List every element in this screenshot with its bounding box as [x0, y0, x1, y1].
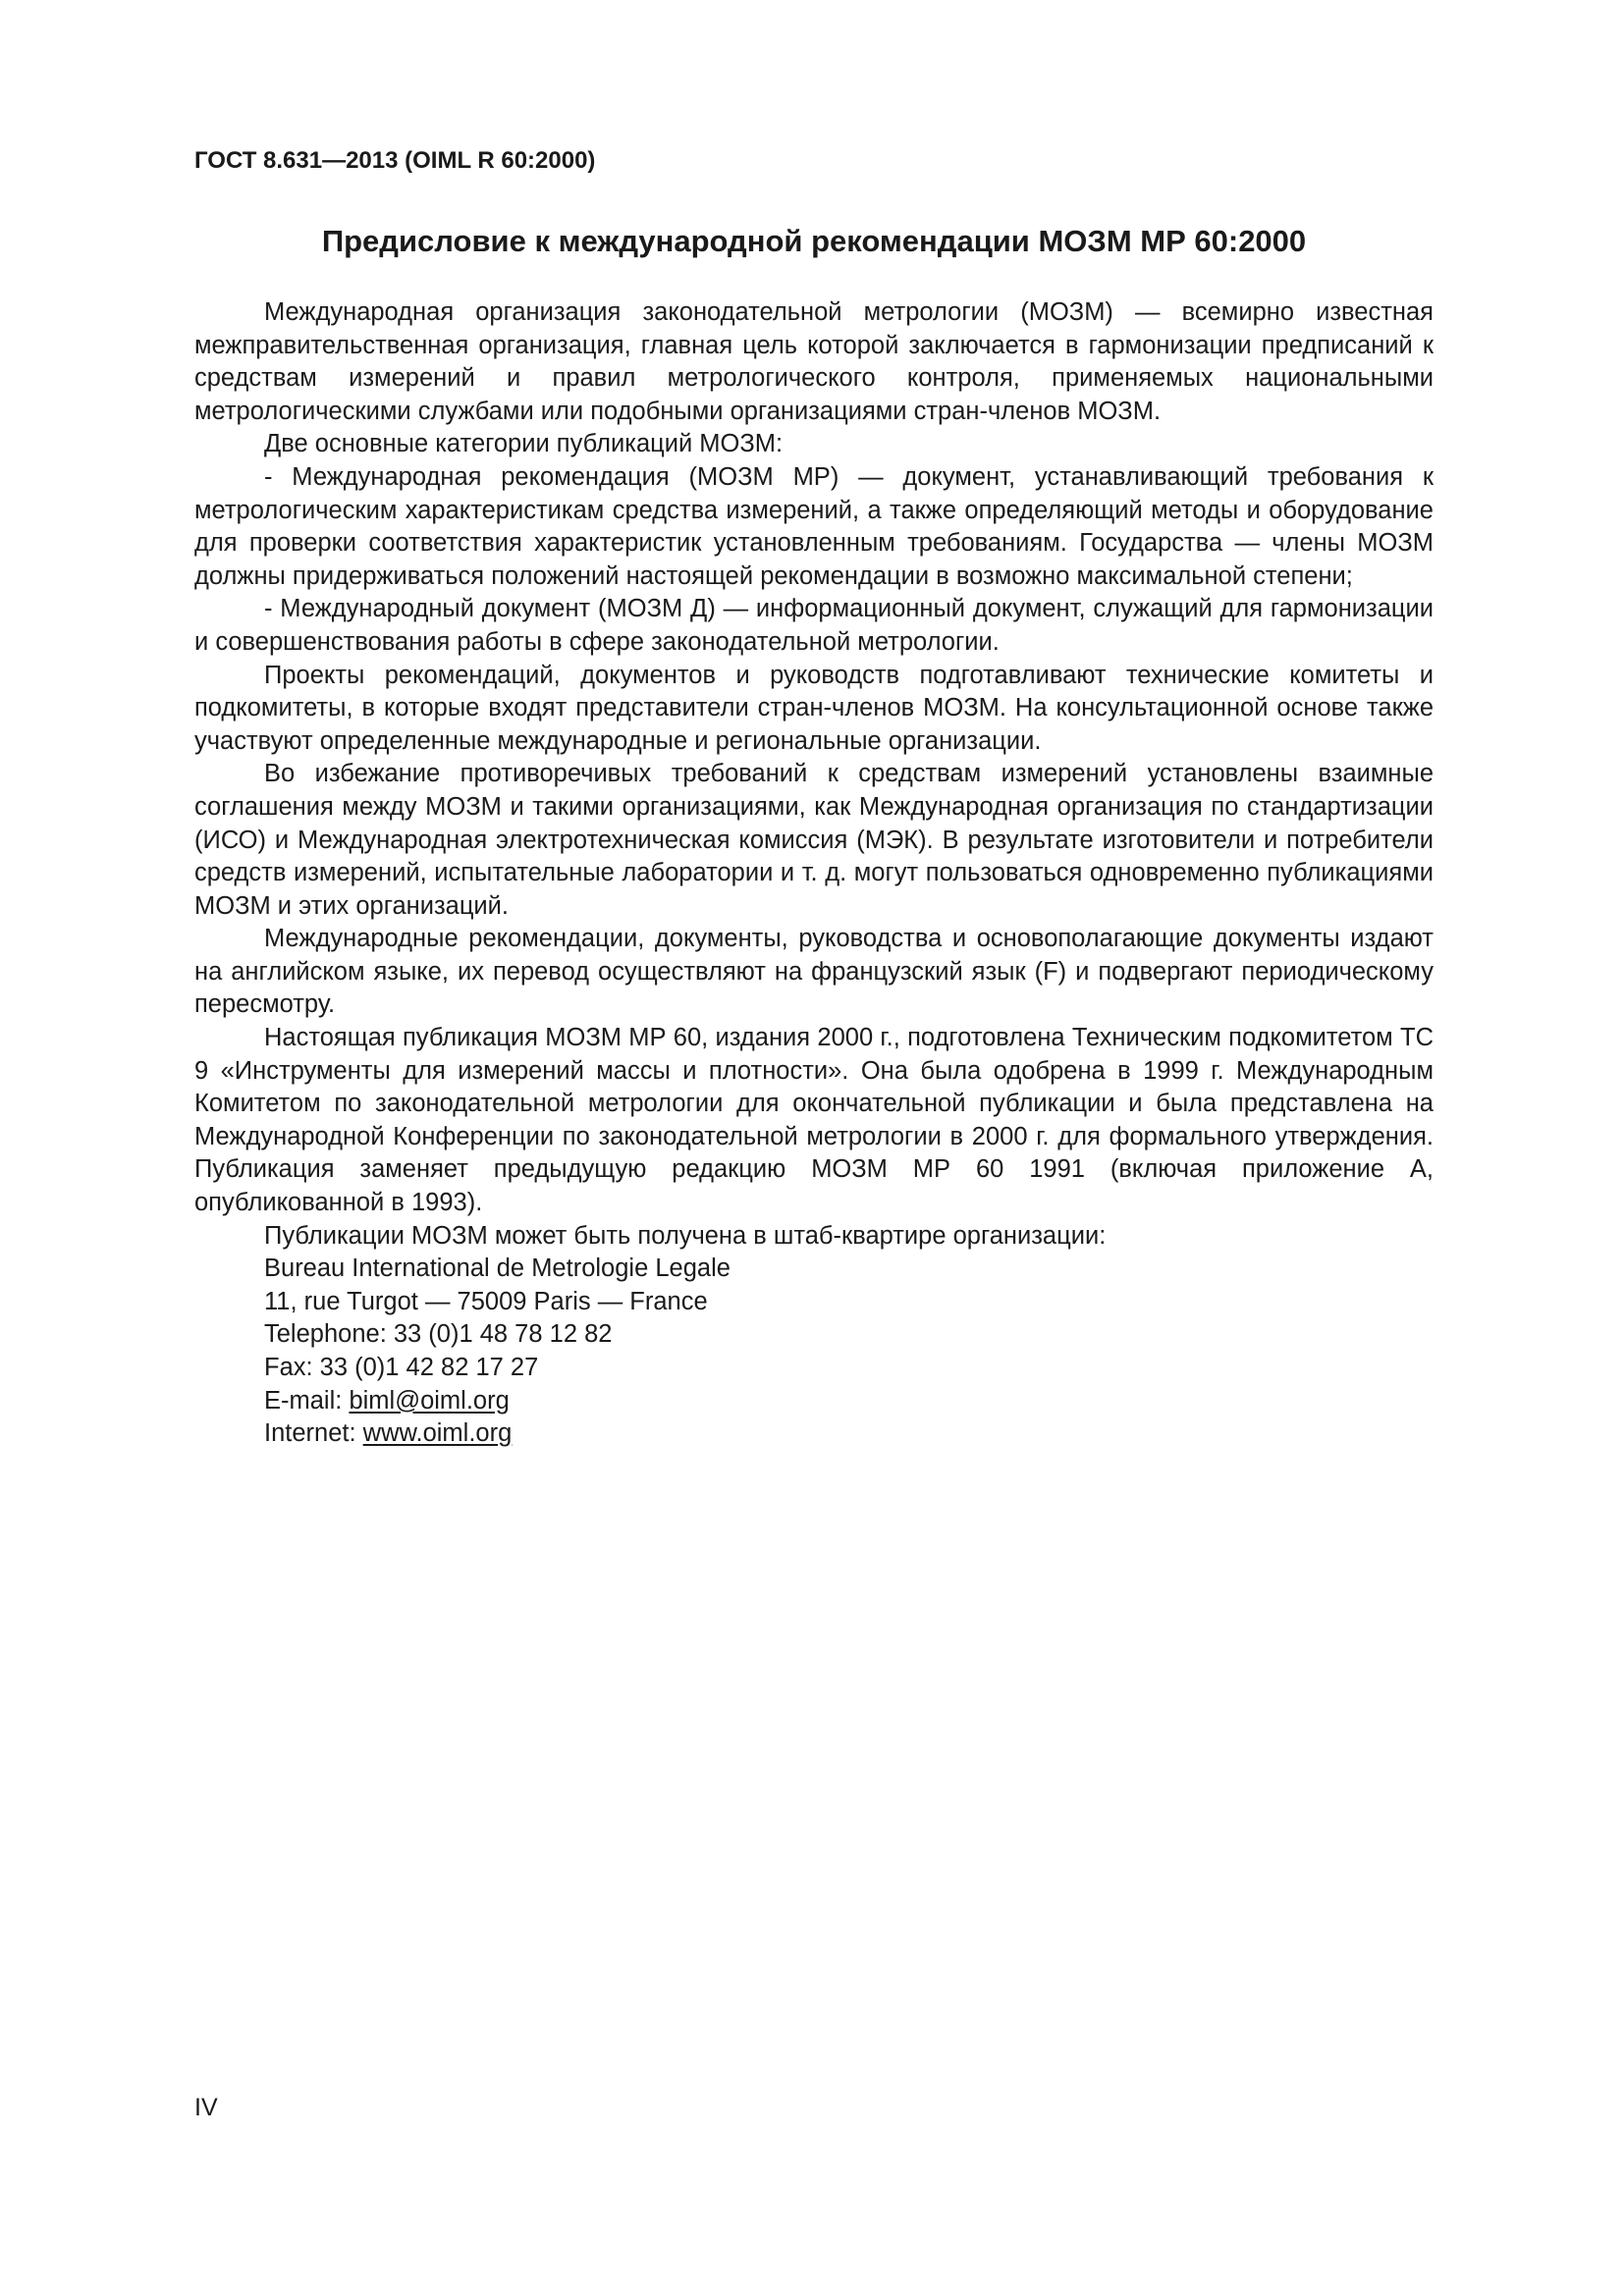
section-title: Предисловие к международной рекомендации МОЗМ МР 60:2000 [321, 224, 1307, 258]
paragraph-agreements: Во избежание противоречивых требований к средствам измерений установлены взаимные соглашения между МОЗМ и такими организациями, как Международная организация по стандартизации (ИСО) и Международная электротехническая комиссия (МЭК). В результате изготовители и потребители средств измерений, испытательные лаборатории и т. д. могут пользоваться одновременно публикациями МОЗМ и этих организаций. [194, 760, 1434, 920]
paragraph-recommendation: - Международная рекомендация (МОЗМ МР) — документ, устанавливающий требования к метрологическим характеристикам средства измерений, а также определяющий методы и оборудование для проверки соответствия характеристик установленным требованиям. Государства — члены МОЗМ должны придерживаться положений настоящей рекомендации в возможно максимальной степени; [194, 462, 1434, 590]
contact-email-line [264, 1385, 1434, 1418]
paragraph-obtain: Публикации МОЗМ может быть получена в штаб-квартире организации: [264, 1221, 1107, 1250]
website-link[interactable]: www.oiml.org [362, 1419, 513, 1448]
contact-fax: Fax: 33 (0)1 42 82 17 27 [264, 1354, 539, 1381]
contact-email-label: E-mail: [264, 1386, 350, 1415]
paragraph-languages: Международные рекомендации, документы, руководства и основополагающие документы издают на английском языке, их перевод осуществляют на французский язык (F) и подвергают периодическому пересмотру. [194, 925, 1434, 1019]
document-body [194, 296, 1434, 1451]
document-code-header: ГОСТ 8.631—2013 (OIML R 60:2000) [194, 147, 596, 174]
paragraph-intro: Международная организация законодательной метрологии (МОЗМ) — всемирно известная межправительственная организация, главная цель которой заключается в гармонизации предписаний к средствам измерений и правил метрологического контроля, применяемых национальными метрологическими службами или подобными организациями стран-членов МОЗМ. [194, 298, 1434, 425]
paragraph-publication: Настоящая публикация МОЗМ МР 60, издания 2000 г., подготовлена Техническим подкомитетом ТС 9 «Инструменты для измерений массы и плотности». Она была одобрена в 1999 г. Международным Комитетом по законодательной метрологии для окончательной публикации и была представлена на Международной Конференции по законодательной метрологии в 2000 г. для формального утверждения. Публикация заменяет предыдущую редакцию МОЗМ МР 60 1991 (включая приложение А, опубликованной в 1993). [194, 1024, 1434, 1217]
page-number: IV [194, 2094, 218, 2121]
contact-organization: Bureau International de Metrologie Legale [264, 1255, 731, 1283]
paragraph-categories: Две основные категории публикаций МОЗМ: [264, 430, 784, 458]
contact-block [194, 1253, 1434, 1451]
contact-address: 11, rue Turgot — 75009 Paris — France [264, 1287, 708, 1315]
paragraph-committees: Проекты рекомендаций, документов и руководств подготавливают технические комитеты и подкомитеты, в которые входят представители стран-членов МОЗМ. На консультационной основе также участвуют определенные международные и региональные организации. [194, 661, 1434, 755]
contact-internet-line [264, 1417, 1434, 1451]
email-link[interactable]: biml@oiml.org [349, 1386, 510, 1415]
contact-telephone: Telephone: 33 (0)1 48 78 12 82 [264, 1320, 613, 1349]
paragraph-document: - Международный документ (МОЗМ Д) — информационный документ, служащий для гармонизации и совершенствования работы в сфере законодательной метрологии. [194, 595, 1434, 656]
contact-internet-label: Internet: [264, 1419, 363, 1448]
